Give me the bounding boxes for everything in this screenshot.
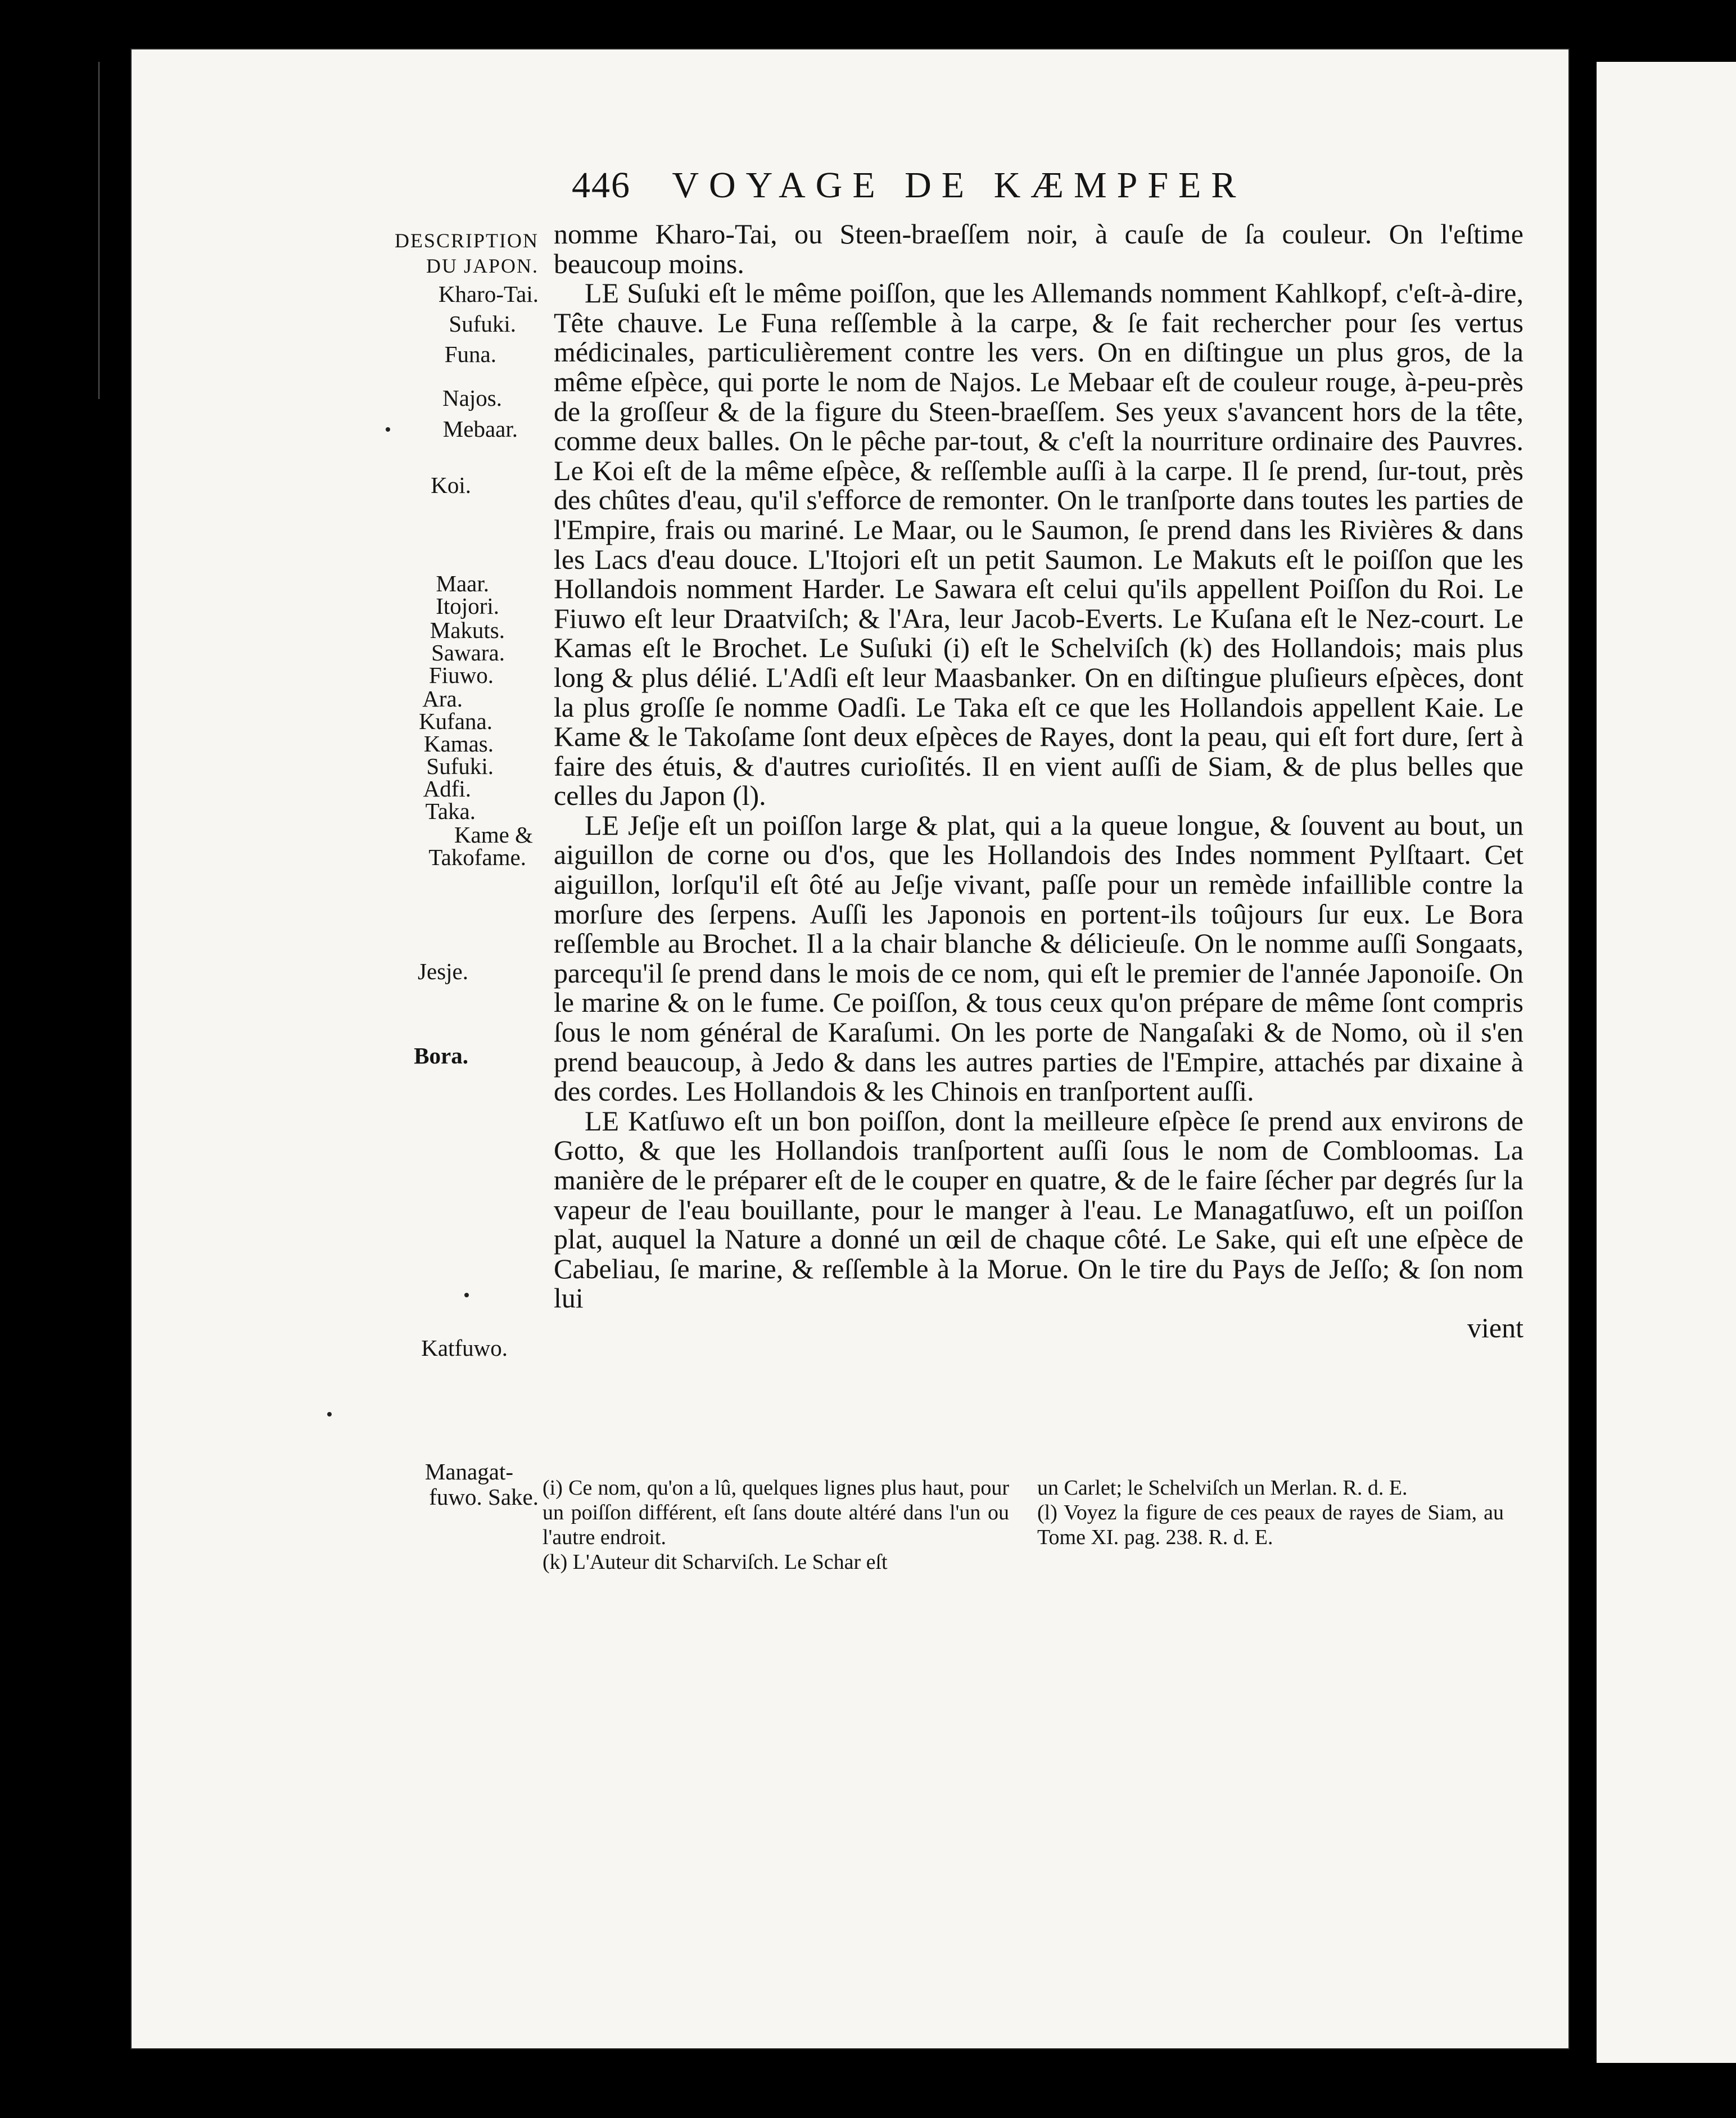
margin-note: Managat-	[424, 1459, 513, 1485]
paragraph: LE Jeſje eſt un poiſſon large & plat, qui a la queue longue, & ſouvent au bout, un aiguillon de corne ou d'os, que les Hollandois des Indes nomment Pylſtaart. Cet aiguillon, lorſqu'il eſt ôté au Jeſje vivant, paſſe pour un remède infaillible contre la morſure des ſerpens. Auſſi les Japonois en portent-ils toûjours ſur eux. Le Bora reſſemble au Brochet. Il a la chair blanche & délicieuſe. On le nomme auſſi Songaats, parcequ'il ſe prend dans le mois de ce nom, qui eſt le premier de l'année Japonoiſe. On le marine & on le fume. Ce poiſſon, & tous ceux qu'on prépare de même ſont compris ſous le nom général de Karaſumi. On les porte de Nangaſaki & de Nomo, où il s'en prend beaucoup, à Jedo & dans les autres parties de l'Empire, attachés par dixaine à des cordes. Les Hollandois & les Chinois en tranſportent auſſi.	[554, 809, 1523, 1107]
main-text	[554, 219, 1523, 1343]
margin-note: DU JAPON.	[426, 255, 539, 277]
margin-note: Bora.	[414, 1043, 468, 1069]
margin-note: Makuts.	[430, 617, 505, 643]
margin-note: Mebaar.	[442, 416, 518, 442]
paragraph: nomme Kharo-Tai, ou Steen-braeſſem noir, à cauſe de ſa couleur. On l'eſtime beaucoup moins.	[554, 218, 1523, 279]
margin-note: Ara.	[422, 686, 463, 712]
margin-note: Katfuwo.	[421, 1335, 508, 1361]
footnote: (l) Voyez la figure de ces peaux de rayes de Siam, au Tome XI. pag. 238. R. d. E.	[1037, 1501, 1504, 1549]
margin-note: Kamas.	[423, 731, 494, 757]
catchword: vient	[1467, 1311, 1523, 1343]
footnote: (i) Ce nom, qu'on a lû, quelques lignes plus haut, pour un poiſſon différent, eſt ſans doute altéré dans l'un ou l'autre endroit.	[542, 1476, 1009, 1549]
margin-note: Kharo-Tai.	[438, 281, 539, 307]
margin-note: Itojori.	[436, 593, 499, 619]
facing-page	[1597, 62, 1736, 2063]
ink-speck	[327, 1412, 332, 1416]
margin-note: Koi.	[431, 472, 471, 498]
margin-note: Kufana.	[419, 708, 492, 734]
margin-note: fuwo. Sake.	[429, 1484, 539, 1510]
margin-note: Taka.	[425, 798, 476, 824]
margin-note: Najos.	[442, 385, 502, 411]
page-number: 446	[572, 165, 631, 206]
running-title: VOYAGE DE KÆMPFER	[672, 165, 1246, 206]
footnote-column-left	[542, 1476, 1009, 1574]
margin-note: Sawara.	[431, 640, 505, 666]
footnote-column-right	[1037, 1476, 1504, 1550]
page-edge-line	[98, 62, 100, 399]
footnote: un Carlet; le Schelviſch un Merlan. R. d. E.	[1037, 1476, 1408, 1500]
margin-note: Sufuki.	[449, 311, 516, 337]
running-header	[572, 163, 1381, 208]
margin-note: Kame &	[454, 822, 533, 848]
margin-note: Maar.	[436, 571, 489, 596]
footnote: (k) L'Auteur dit Scharviſch. Le Schar eſt	[542, 1550, 888, 1574]
ink-speck	[386, 427, 390, 432]
margin-note: DESCRIPTION	[394, 229, 539, 252]
margin-note: Sufuki.	[426, 753, 494, 779]
margin-note: Funa.	[444, 341, 496, 367]
margin-note: Fiuwo.	[428, 662, 494, 688]
paragraph: LE Katſuwo eſt un bon poiſſon, dont la meilleure eſpèce ſe prend aux environs de Gotto, & que les Hollandois tranſportent auſſi ſous le nom de Combloomas. La manière de le préparer eſt de le couper en quatre, & de le faire ſécher par degrés ſur la vapeur de l'eau bouillante, pour le manger à l'eau. Le Managatſuwo, eſt un poiſſon plat, auquel la Nature a donné un œil de chaque côté. Le Sake, qui eſt une eſpèce de Cabeliau, ſe marine, & reſſemble à la Morue. On le tire du Pays de Jeſſo; & ſon nom lui	[554, 1105, 1523, 1314]
margin-note: Adfi.	[423, 776, 471, 802]
paragraph: LE Suſuki eſt le même poiſſon, que les Allemands nomment Kahlkopf, c'eſt-à-dire, Tête chauve. Le Funa reſſemble à la carpe, & ſe fait rechercher pour ſes vertus médicinales, particulièrement contre les vers. On en diſtingue un plus gros, de la même eſpèce, qui porte le nom de Najos. Le Mebaar eſt de couleur rouge, à-peu-près de la groſſeur & de la figure du Steen-braeſſem. Ses yeux s'avancent hors de la tête, comme deux balles. On le pêche par-tout, & c'eſt la nourriture ordinaire des Pauvres. Le Koi eſt de la même eſpèce, & reſſemble auſſi à la carpe. Il ſe prend, ſur-tout, près des chûtes d'eau, qu'il s'efforce de remonter. On le tranſporte dans toutes les parties de l'Empire, frais ou mariné. Le Maar, ou le Saumon, ſe prend dans les Rivières & dans les Lacs d'eau douce. L'Itojori eſt un petit Saumon. Le Makuts eſt le poiſſon que les Hollandois nomment Harder. Le Sawara eſt celui qu'ils appellent Poiſſon du Roi. Le Fiuwo eſt leur Draatviſch; & l'Ara, leur Jacob-Everts. Le Kuſana eſt le Nez-court. Le Kamas eſt le Brochet. Le Suſuki (i) eſt le Schelviſch (k) des Hollandois; mais plus long & plus délié. L'Adſi eſt leur Maasbanker. On en diſtingue pluſieurs eſpèces, dont la plus groſſe ſe nomme Oadſi. Le Taka eſt ce que les Hollandois appellent Kaie. Le Kame & le Takoſame ſont deux eſpèces de Rayes, dont la peau, qui eſt fort dure, ſert à faire des étuis, & d'autres curioſités. Il en vient auſſi de Siam, & de plus belles que celles du Japon (l).	[554, 277, 1523, 812]
margin-note: Takofame.	[428, 844, 526, 870]
ink-speck	[464, 1293, 469, 1297]
margin-note: Jesje.	[418, 958, 468, 984]
